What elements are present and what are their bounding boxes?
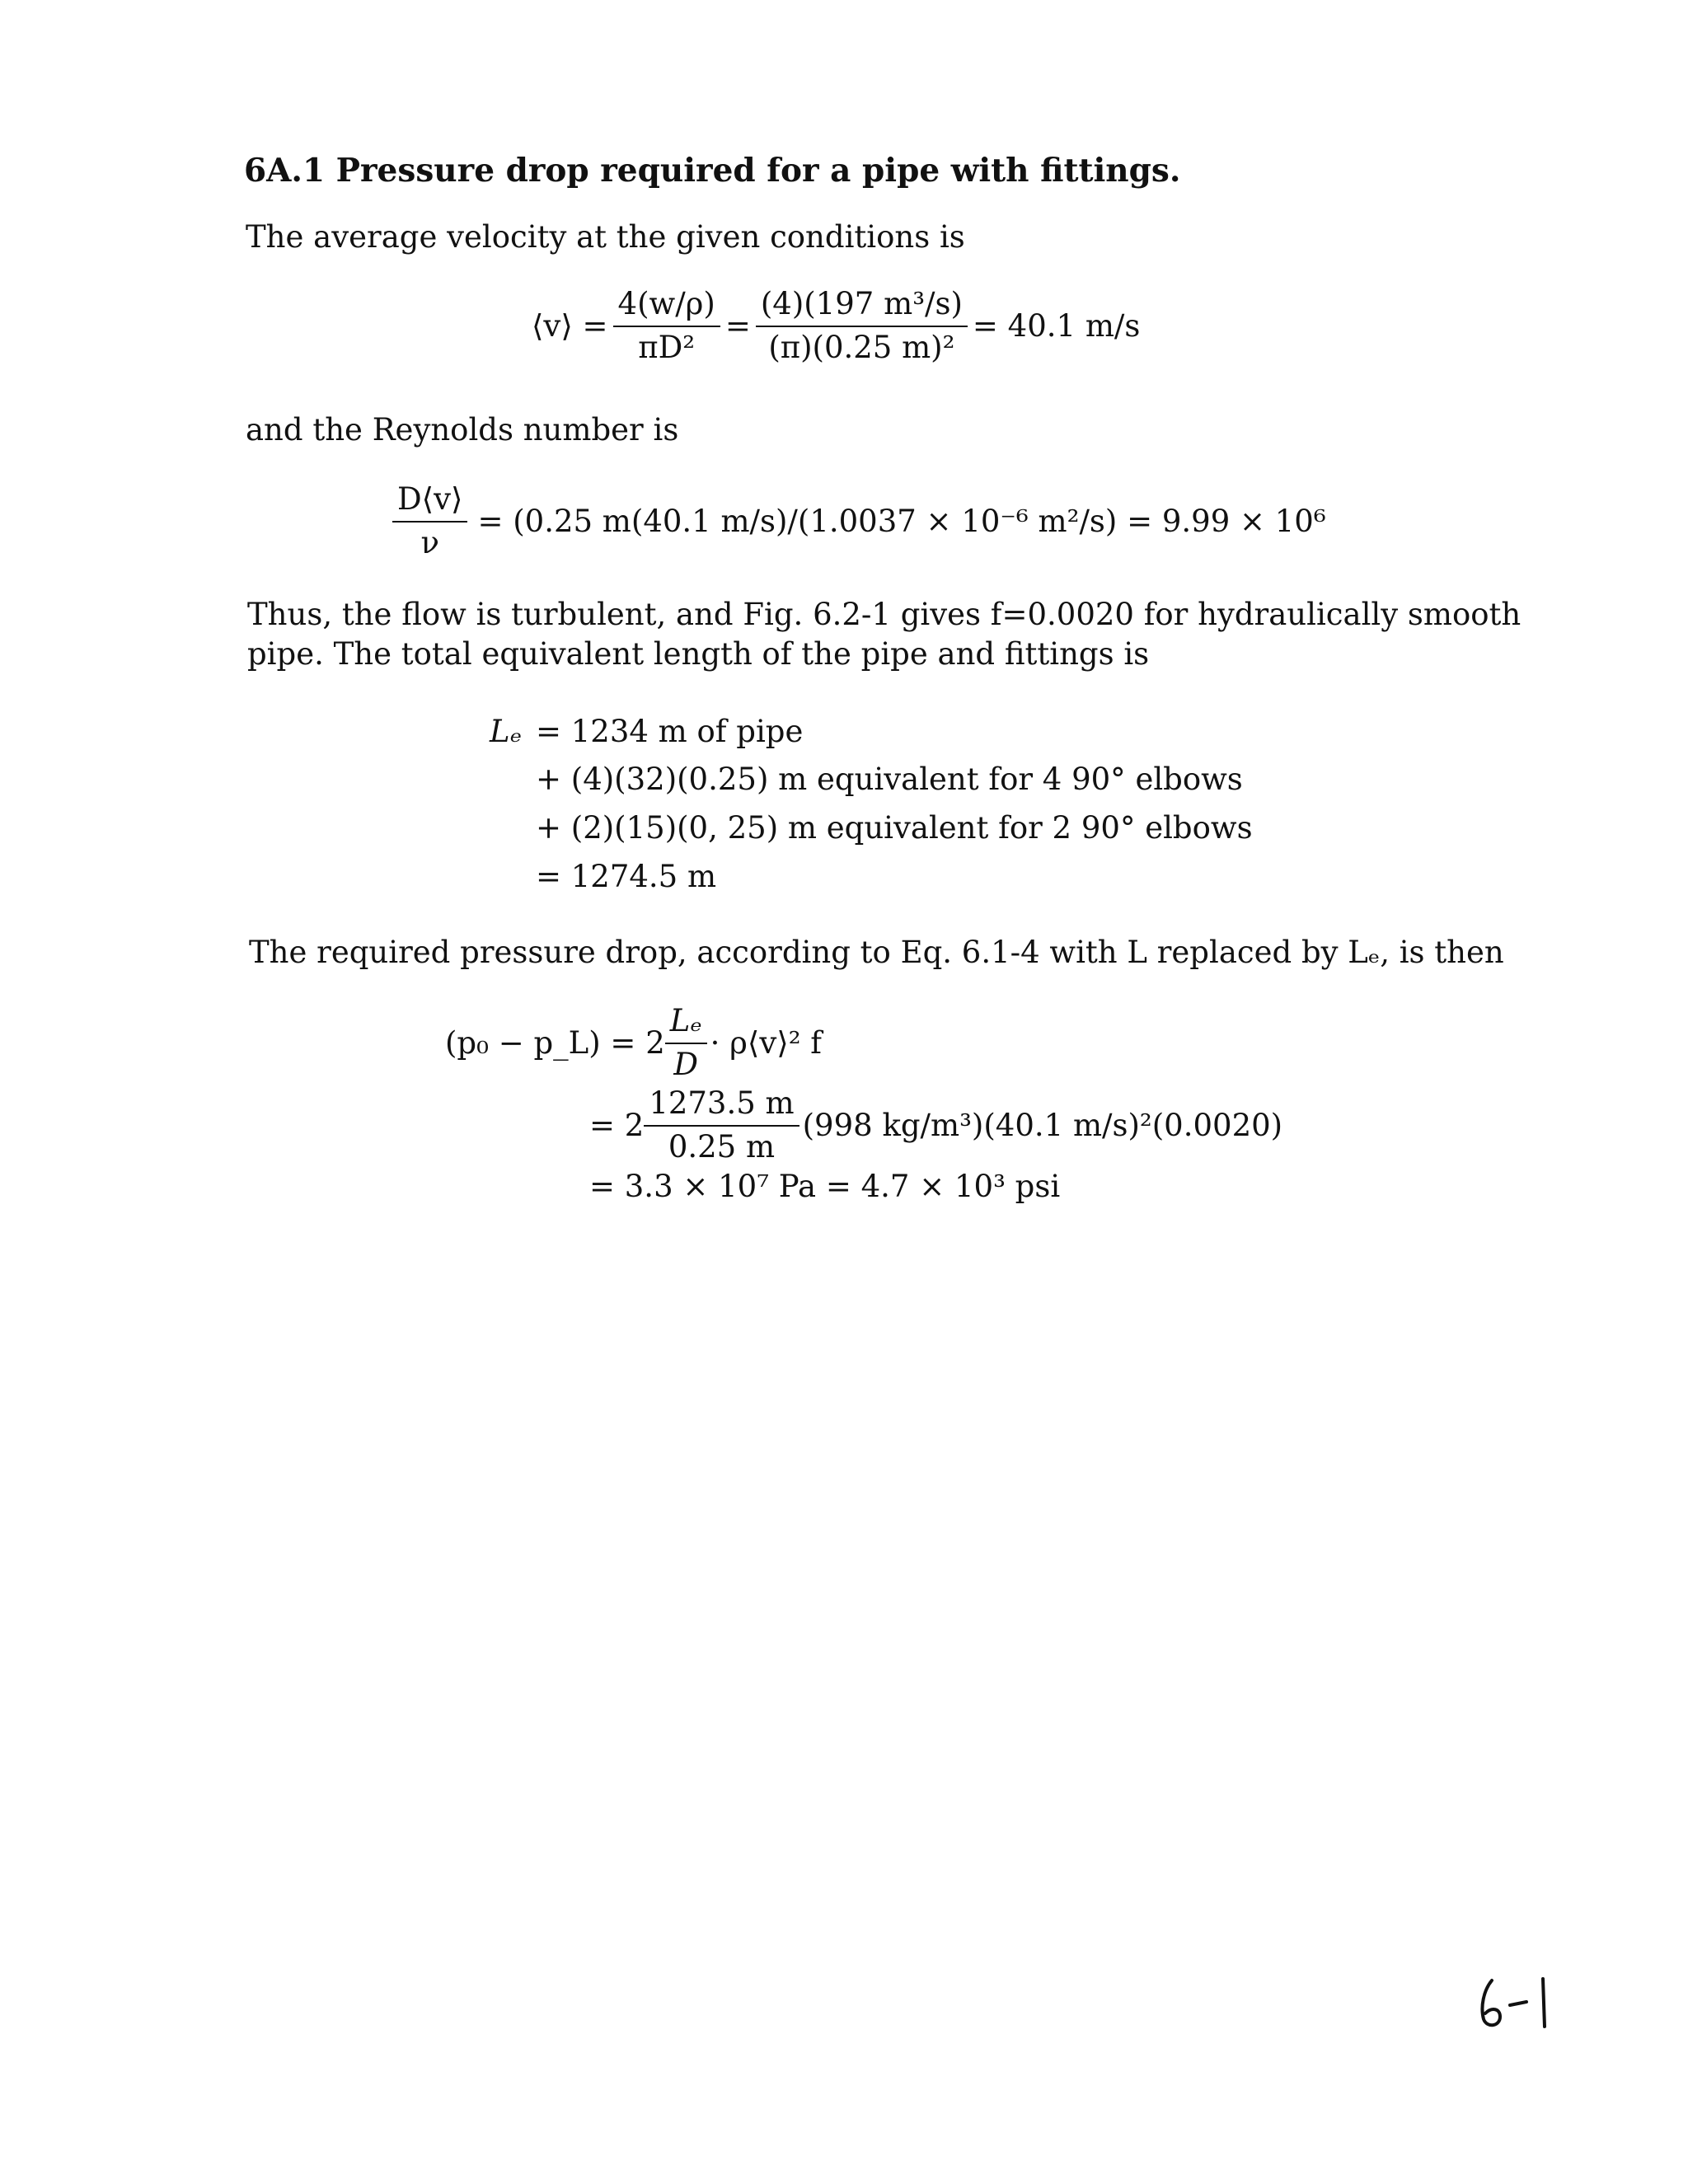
section-heading: 6A.1 Pressure drop required for a pipe with fittings. [244, 152, 1181, 190]
eq3-line2: + (4)(32)(0.25) m equivalent for 4 90° elbows [536, 762, 1243, 797]
eq4-lhs: (p₀ − p_L) = 2 [445, 1025, 665, 1062]
paragraph-turbulent-line1: Thus, the flow is turbulent, and Fig. 6.2-1 gives f=0.0020 for hydraulically smooth [247, 597, 1522, 632]
eq1-frac2-numerator: (4)(197 m³/s) [756, 287, 968, 327]
eq4-tail2: (998 kg/m³)(40.1 m/s)²(0.0020) [802, 1108, 1283, 1144]
eq2-rhs: = (0.25 m(40.1 m/s)/(1.0037 × 10⁻⁶ m²/s) = 9.99 × 10⁶ [477, 504, 1326, 540]
eq1-fraction-1 [613, 287, 720, 365]
equation-average-velocity [532, 287, 1140, 365]
eq4-line2-prefix: = 2 [589, 1108, 645, 1144]
eq4-frac2-numerator: 1273.5 m [644, 1086, 799, 1127]
eq4-line3: = 3.3 × 10⁷ Pa = 4.7 × 10³ psi [589, 1169, 1061, 1204]
eq1-lhs: ⟨v⟩ = [532, 308, 608, 344]
eq1-frac1-numerator: 4(w/ρ) [613, 287, 720, 327]
eq3-lhs: Lₑ [490, 714, 522, 749]
eq4-line1 [445, 1004, 822, 1082]
eq4-frac1-denominator: D [673, 1046, 699, 1082]
eq1-fraction-2 [756, 287, 968, 365]
paragraph-pressure-drop: The required pressure drop, according to Eq. 6.1-4 with L replaced by Lₑ, is then [249, 935, 1504, 970]
page-mark-drawing [1475, 1974, 1566, 2032]
eq4-line2 [589, 1086, 1282, 1165]
paragraph-reynolds: and the Reynolds number is [246, 412, 679, 448]
eq4-fraction-2 [644, 1086, 799, 1165]
paragraph-average-velocity: The average velocity at the given conditions is [246, 219, 965, 255]
eq4-frac1-numerator: Lₑ [665, 1004, 707, 1044]
eq1-frac1-denominator: πD² [638, 329, 696, 365]
paragraph-turbulent-line2: pipe. The total equivalent length of the pipe and fittings is [247, 636, 1150, 672]
eq1-result: = 40.1 m/s [972, 308, 1141, 344]
handwritten-page-number [1475, 1974, 1566, 2035]
eq4-frac2-denominator: 0.25 m [668, 1128, 776, 1165]
equation-reynolds-number [387, 482, 1326, 560]
eq2-denominator: ν [420, 524, 439, 560]
eq1-frac2-denominator: (π)(0.25 m)² [768, 329, 955, 365]
eq4-fraction-1 [665, 1004, 707, 1082]
eq3-line3: + (2)(15)(0, 25) m equivalent for 2 90° elbows [536, 810, 1253, 846]
eq1-equals: = [724, 308, 751, 344]
eq3-line1: = 1234 m of pipe [536, 714, 804, 749]
eq2-fraction [392, 482, 467, 560]
eq3-line4: = 1274.5 m [536, 859, 717, 894]
eq4-tail1: · ρ⟨v⟩² f [710, 1025, 822, 1062]
eq2-numerator: D⟨v⟩ [392, 482, 467, 523]
